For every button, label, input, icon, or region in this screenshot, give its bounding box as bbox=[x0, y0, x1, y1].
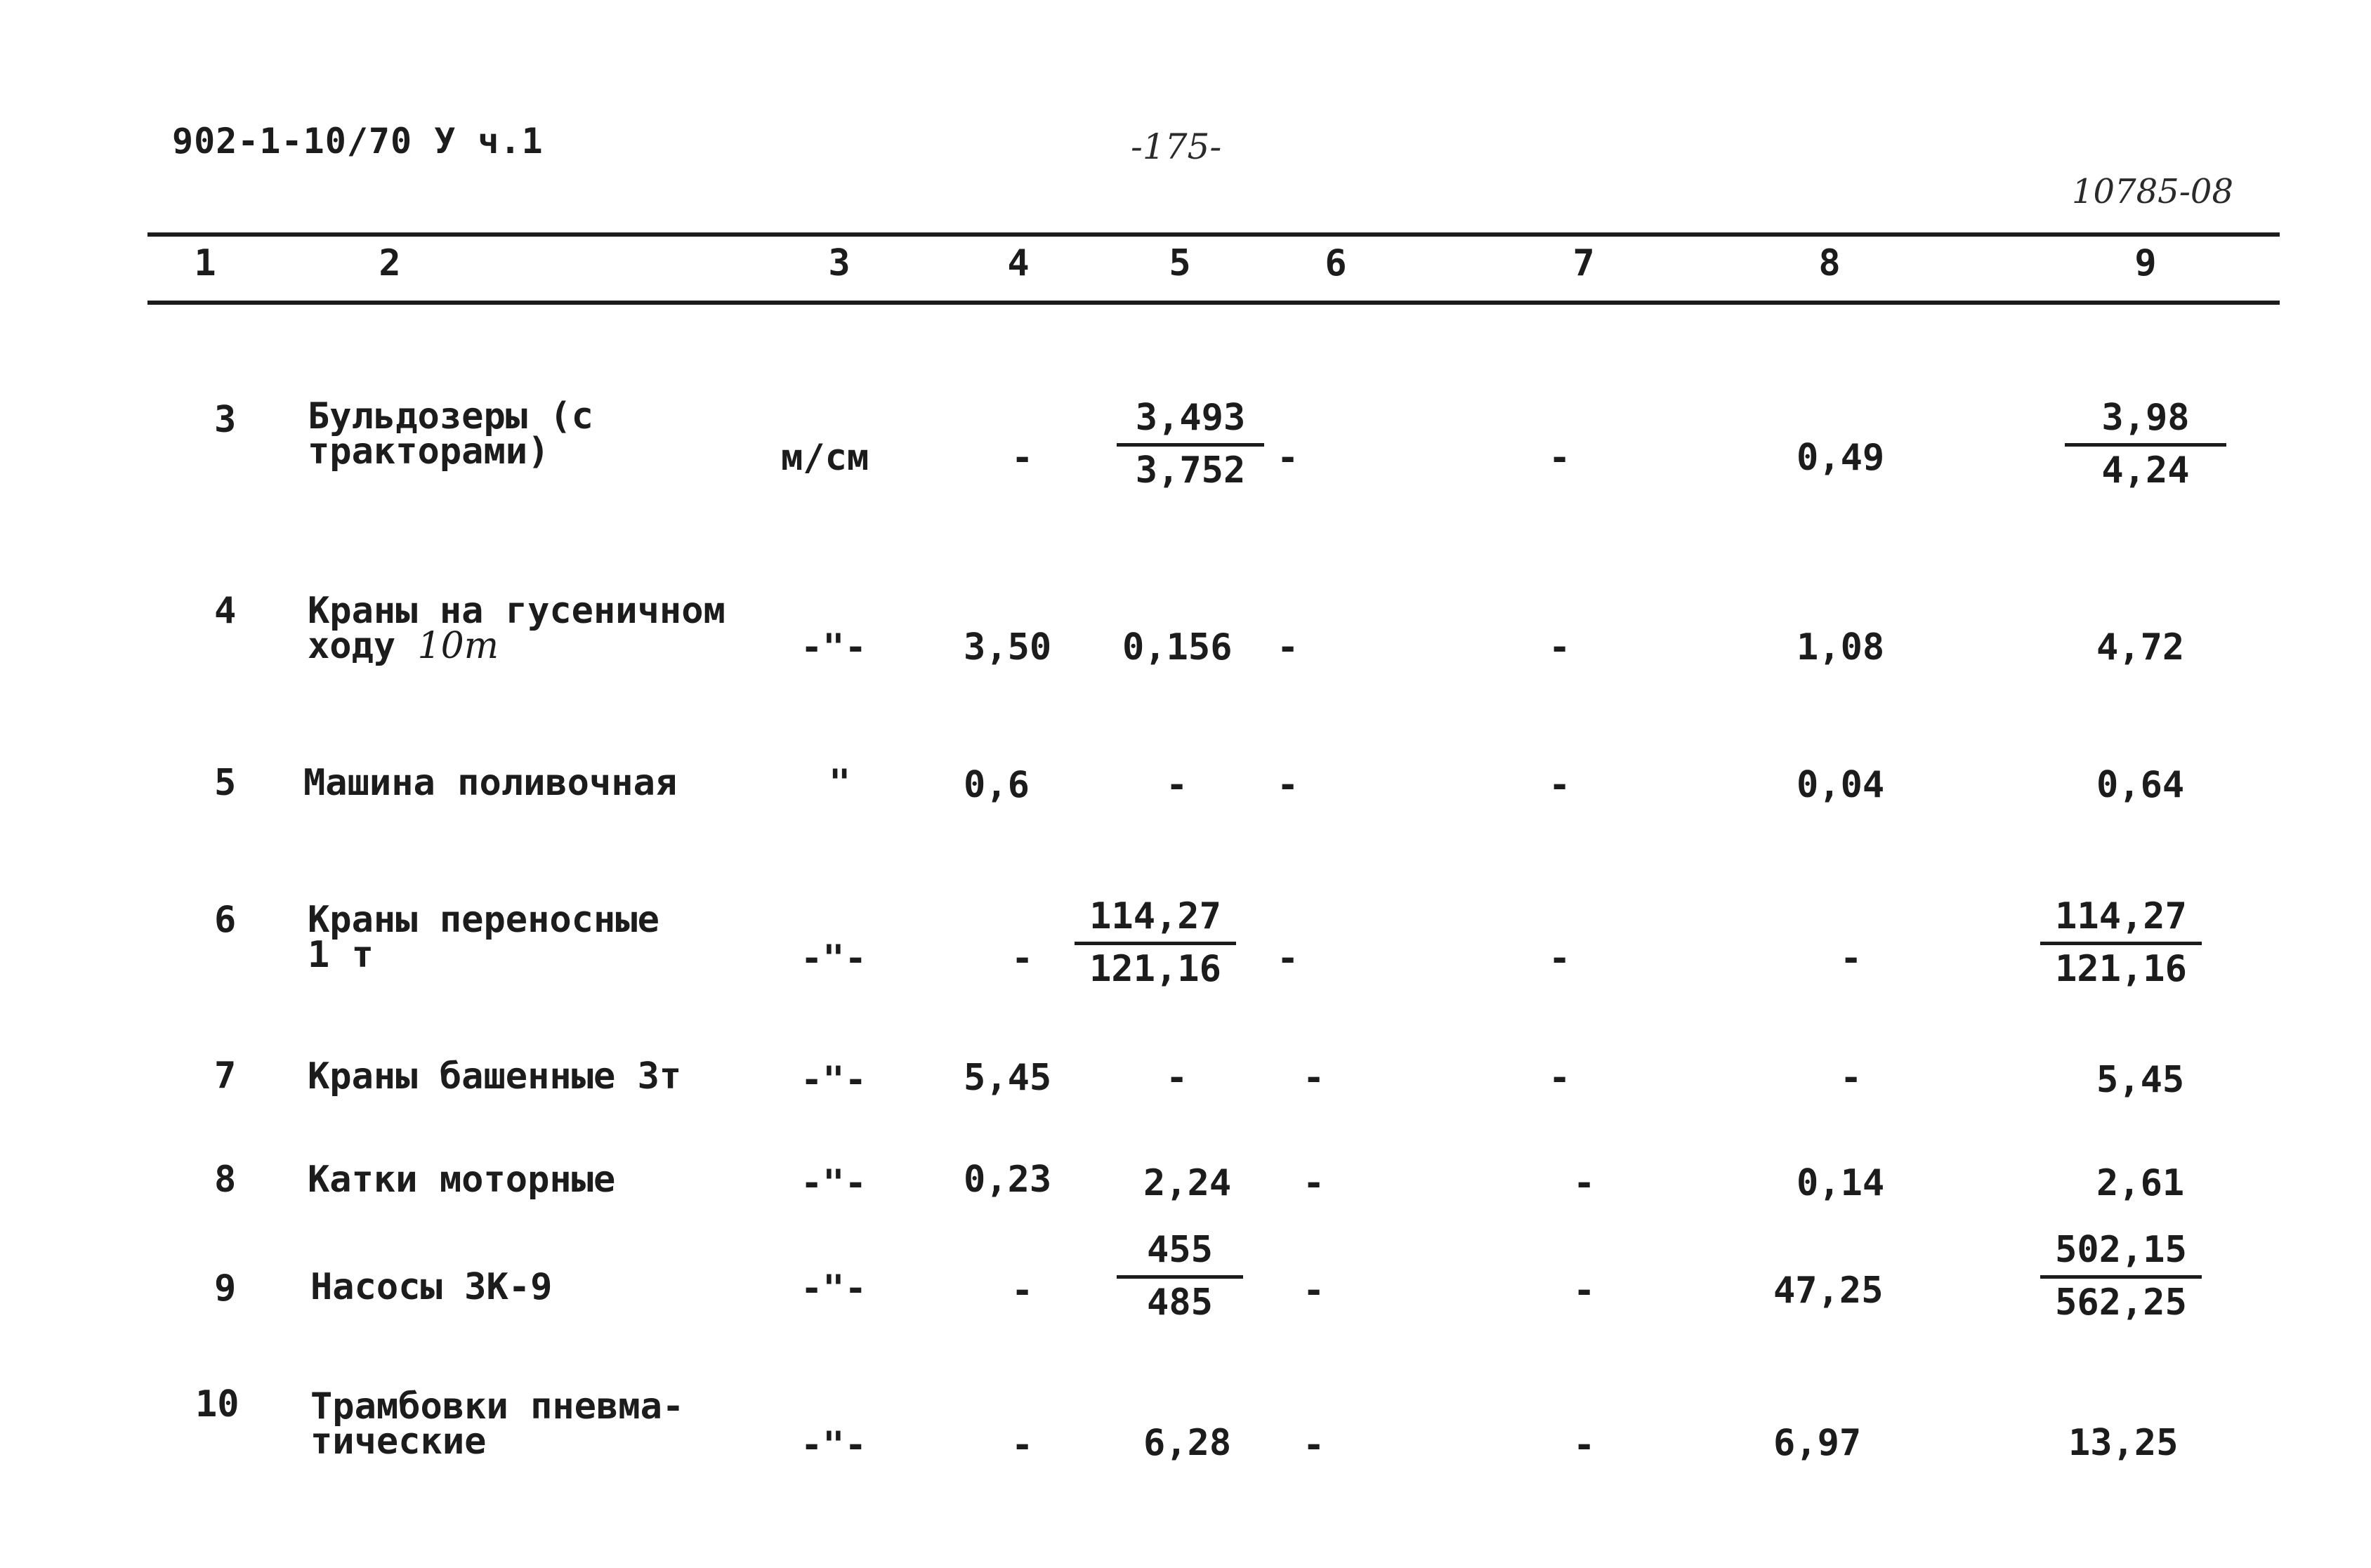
item-name bbox=[308, 395, 593, 473]
fraction-denominator: 4,24 bbox=[2101, 449, 2190, 492]
column-number-4: 4 bbox=[1007, 242, 1030, 284]
col8-value: 0,49 bbox=[1797, 437, 1885, 479]
col5-value: 2,24 bbox=[1143, 1162, 1232, 1204]
document-code: 902-1-10/70 У ч.1 bbox=[172, 121, 544, 162]
item-name-text: ходу bbox=[308, 625, 396, 667]
fraction-numerator: 3,98 bbox=[2065, 397, 2226, 447]
item-name-line bbox=[308, 625, 725, 667]
col6-value: - bbox=[1277, 937, 1299, 980]
col6-value: - bbox=[1277, 626, 1299, 668]
fraction-denominator: 3,752 bbox=[1135, 449, 1246, 492]
item-name-line: Бульдозеры (с bbox=[308, 395, 593, 437]
col9-fraction bbox=[2040, 895, 2202, 990]
item-name bbox=[303, 762, 678, 804]
unit: -"- bbox=[801, 626, 867, 668]
item-name bbox=[308, 1159, 616, 1201]
item-name-line: Трамбовки пневма- bbox=[310, 1385, 685, 1428]
col6-value: - bbox=[1303, 1162, 1325, 1204]
row-number: 3 bbox=[214, 399, 237, 441]
col7-value: - bbox=[1573, 1162, 1596, 1204]
col6-value: - bbox=[1303, 1057, 1325, 1099]
col5-fraction bbox=[1075, 895, 1236, 990]
col5-value: - bbox=[1166, 1057, 1188, 1099]
col4-value: - bbox=[1011, 1270, 1034, 1312]
col4-value: - bbox=[1011, 437, 1034, 479]
col8-value: 47,25 bbox=[1773, 1270, 1884, 1312]
item-name bbox=[308, 899, 659, 976]
col8-value: 0,14 bbox=[1797, 1162, 1885, 1204]
column-number-1: 1 bbox=[194, 242, 216, 284]
unit: -"- bbox=[801, 1424, 867, 1466]
col6-value: - bbox=[1303, 1424, 1325, 1466]
table-top-rule bbox=[147, 232, 2280, 237]
column-number-6: 6 bbox=[1325, 242, 1347, 284]
fraction-denominator: 121,16 bbox=[1089, 948, 1221, 990]
unit: м/см bbox=[781, 437, 869, 479]
col4-value: - bbox=[1011, 1424, 1034, 1466]
item-name-line: Насосы ЗК-9 bbox=[310, 1266, 553, 1308]
fraction-numerator: 502,15 bbox=[2040, 1229, 2202, 1279]
col5-value: 0,156 bbox=[1122, 626, 1233, 668]
item-name-handwritten: 10т bbox=[417, 625, 499, 667]
fraction-numerator: 455 bbox=[1117, 1229, 1243, 1279]
column-number-7: 7 bbox=[1572, 242, 1595, 284]
row-number: 10 bbox=[195, 1383, 239, 1425]
fraction-numerator: 114,27 bbox=[2040, 895, 2202, 945]
col9-value: 4,72 bbox=[2096, 626, 2185, 668]
row-number: 6 bbox=[214, 899, 237, 941]
fraction-numerator: 114,27 bbox=[1075, 895, 1236, 945]
col7-value: - bbox=[1549, 437, 1571, 479]
item-name-line: тические bbox=[310, 1421, 487, 1463]
col7-value: - bbox=[1573, 1424, 1596, 1466]
item-name-line: Краны переносные bbox=[308, 899, 659, 941]
col6-value: - bbox=[1277, 437, 1299, 479]
row-number: 9 bbox=[214, 1267, 237, 1310]
unit: -"- bbox=[801, 1267, 867, 1310]
col4-value: 3,50 bbox=[964, 626, 1052, 668]
row-number: 8 bbox=[214, 1159, 237, 1201]
col7-value: - bbox=[1549, 937, 1571, 980]
col9-value: 5,45 bbox=[2096, 1059, 2185, 1101]
column-number-2: 2 bbox=[379, 242, 401, 284]
col9-fraction bbox=[2065, 397, 2226, 492]
stamp-number: 10785-08 bbox=[2072, 172, 2233, 211]
item-name bbox=[308, 590, 725, 667]
item-name bbox=[310, 1266, 553, 1308]
col4-value: 0,6 bbox=[964, 764, 1030, 806]
col4-value: 5,45 bbox=[964, 1057, 1052, 1099]
row-number: 7 bbox=[214, 1055, 237, 1097]
item-name-line: Краны на гусеничном bbox=[308, 590, 725, 632]
col5-value: 6,28 bbox=[1143, 1422, 1232, 1464]
col7-value: - bbox=[1549, 764, 1571, 806]
col7-value: - bbox=[1549, 626, 1571, 668]
col4-value: 0,23 bbox=[964, 1159, 1052, 1201]
fraction-denominator: 562,25 bbox=[2055, 1282, 2187, 1324]
unit: -"- bbox=[801, 937, 867, 980]
col9-value: 0,64 bbox=[2096, 764, 2185, 806]
col9-fraction bbox=[2040, 1229, 2202, 1324]
fraction-denominator: 485 bbox=[1147, 1282, 1213, 1324]
item-name-line: тракторами) bbox=[308, 430, 550, 473]
item-name-line: 1 т bbox=[308, 934, 374, 976]
item-name-line: Машина поливочная bbox=[303, 762, 678, 804]
row-number: 5 bbox=[214, 762, 237, 804]
unit: " bbox=[829, 762, 851, 804]
col5-value: - bbox=[1166, 764, 1188, 806]
unit: -"- bbox=[801, 1059, 867, 1101]
unit: -"- bbox=[801, 1162, 867, 1204]
page-number: -175- bbox=[1131, 126, 1222, 167]
col6-value: - bbox=[1277, 764, 1299, 806]
col9-value: 2,61 bbox=[2096, 1162, 2185, 1204]
column-number-3: 3 bbox=[828, 242, 850, 284]
item-name-line: Катки моторные bbox=[308, 1159, 616, 1201]
col8-value: - bbox=[1840, 937, 1863, 980]
column-number-9: 9 bbox=[2134, 242, 2157, 284]
col8-value: - bbox=[1840, 1057, 1863, 1099]
col4-value: - bbox=[1011, 937, 1034, 980]
col5-fraction bbox=[1117, 1229, 1243, 1324]
row-number: 4 bbox=[214, 590, 237, 632]
column-number-8: 8 bbox=[1818, 242, 1841, 284]
col9-value: 13,25 bbox=[2068, 1422, 2179, 1464]
col8-value: 0,04 bbox=[1797, 764, 1885, 806]
column-number-5: 5 bbox=[1169, 242, 1191, 284]
item-name bbox=[310, 1385, 685, 1463]
item-name bbox=[308, 1055, 682, 1098]
col5-fraction bbox=[1117, 397, 1264, 492]
table-header-rule bbox=[147, 301, 2280, 305]
col6-value: - bbox=[1303, 1270, 1325, 1312]
fraction-numerator: 3,493 bbox=[1117, 397, 1264, 447]
item-name-line: Краны башенные 3т bbox=[308, 1055, 682, 1098]
fraction-denominator: 121,16 bbox=[2055, 948, 2187, 990]
col8-value: 1,08 bbox=[1797, 626, 1885, 668]
col7-value: - bbox=[1573, 1270, 1596, 1312]
col7-value: - bbox=[1549, 1057, 1571, 1099]
col8-value: 6,97 bbox=[1773, 1422, 1862, 1464]
